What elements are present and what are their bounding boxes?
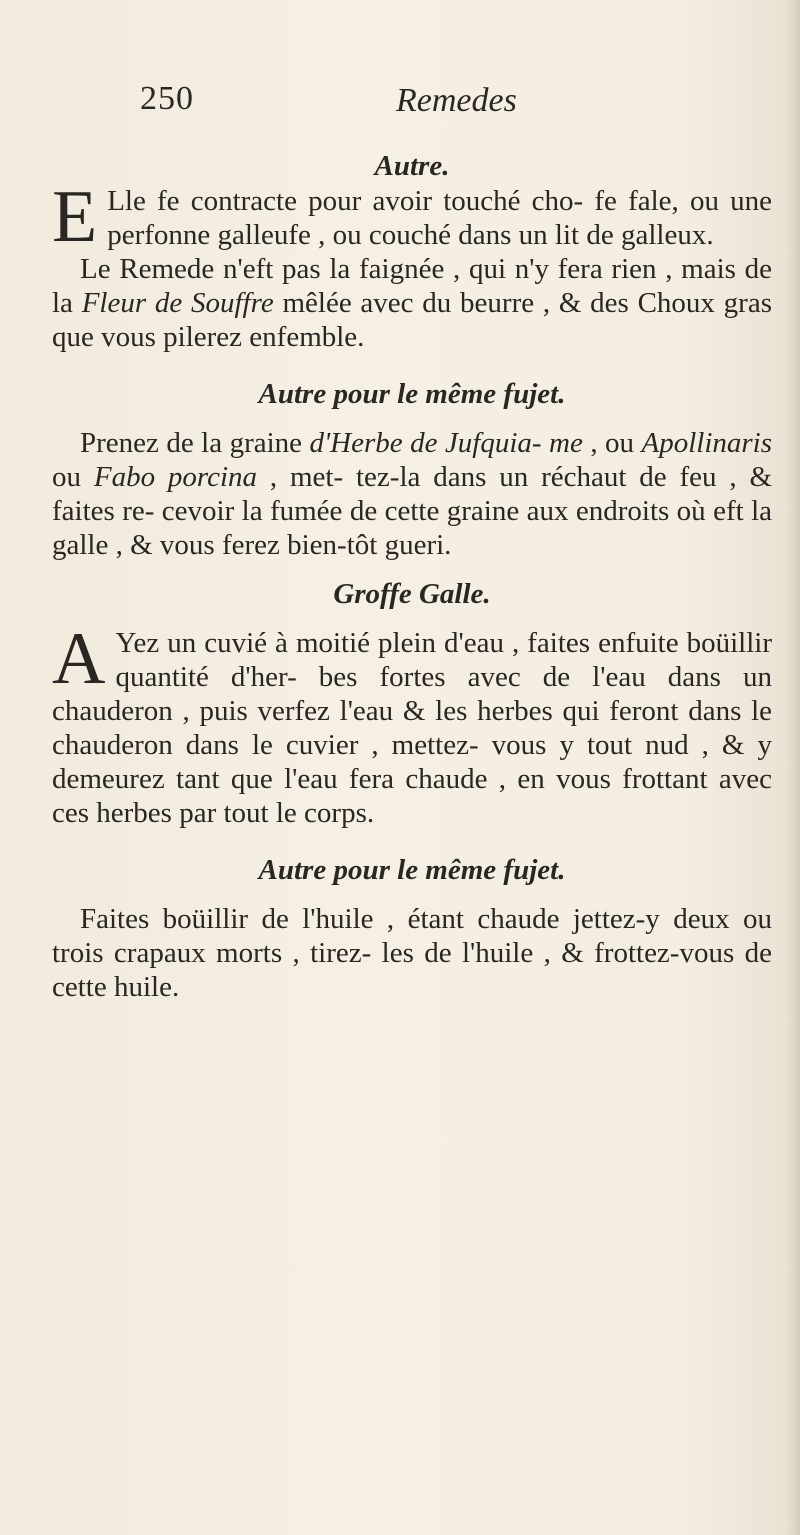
italic-term: Apollinaris [641,427,772,459]
italic-term: d'Herbe de Jufquia- me [309,427,583,459]
text-run: , ou [582,427,642,459]
body-text [52,148,772,1004]
italic-term: Fabo porcina [93,461,258,493]
section-heading: Autre pour le même fujet. [258,378,566,410]
text-run: Prenez de la graine [80,427,310,459]
drop-cap: E [52,176,98,258]
drop-cap: A [52,618,106,700]
paragraph [52,426,772,562]
italic-term: Fleur de Souffre [81,287,274,319]
text-run: mêlée avec du beurre , & des Choux gras que vous pilerez enfemble. [52,287,772,353]
section-heading: Autre. [374,150,450,182]
text-run: Le Remede n'eft pas la faignée , qui n'y fera rien , mais de la [52,253,772,319]
paragraph-text: Faites boüillir de l'huile , étant chaude jettez-y deux ou trois crapaux morts , tirez- les de l'huile , & frottez-vous de cette huile. [52,903,772,1003]
running-head: Remedes [396,82,517,119]
section-heading: Groffe Galle. [333,578,491,610]
page-edge-shadow [786,0,800,1535]
section-heading: Autre pour le même fujet. [258,854,566,886]
paragraph [52,902,772,1004]
paragraph-text: Lle fe contracte pour avoir touché cho- fe fale, ou une perfonne galleufe , ou couché dans un lit de galleux. [107,185,772,251]
paragraph [52,618,772,830]
text-run: , met- tez-la dans un réchaut de feu , & faites re- cevoir la fumée de cette graine aux endroits où eft la galle , & vous ferez bien-tôt gueri. [52,461,772,561]
paragraph [52,252,772,354]
paragraph [52,176,772,258]
text-run: ou [52,461,94,493]
page-number: 250 [140,80,194,117]
paragraph-text: Yez un cuvié à moitié plein d'eau , faites enfuite boüillir quantité d'her- bes fortes avec de l'eau dans un chauderon , puis verfez l'eau & les herbes qui feront dans le chauderon dans le cuvier , mettez- vous y tout nud , & y demeurez tant que l'eau fera chaude , en vous frottant avec ces herbes par tout le corps. [52,627,772,829]
